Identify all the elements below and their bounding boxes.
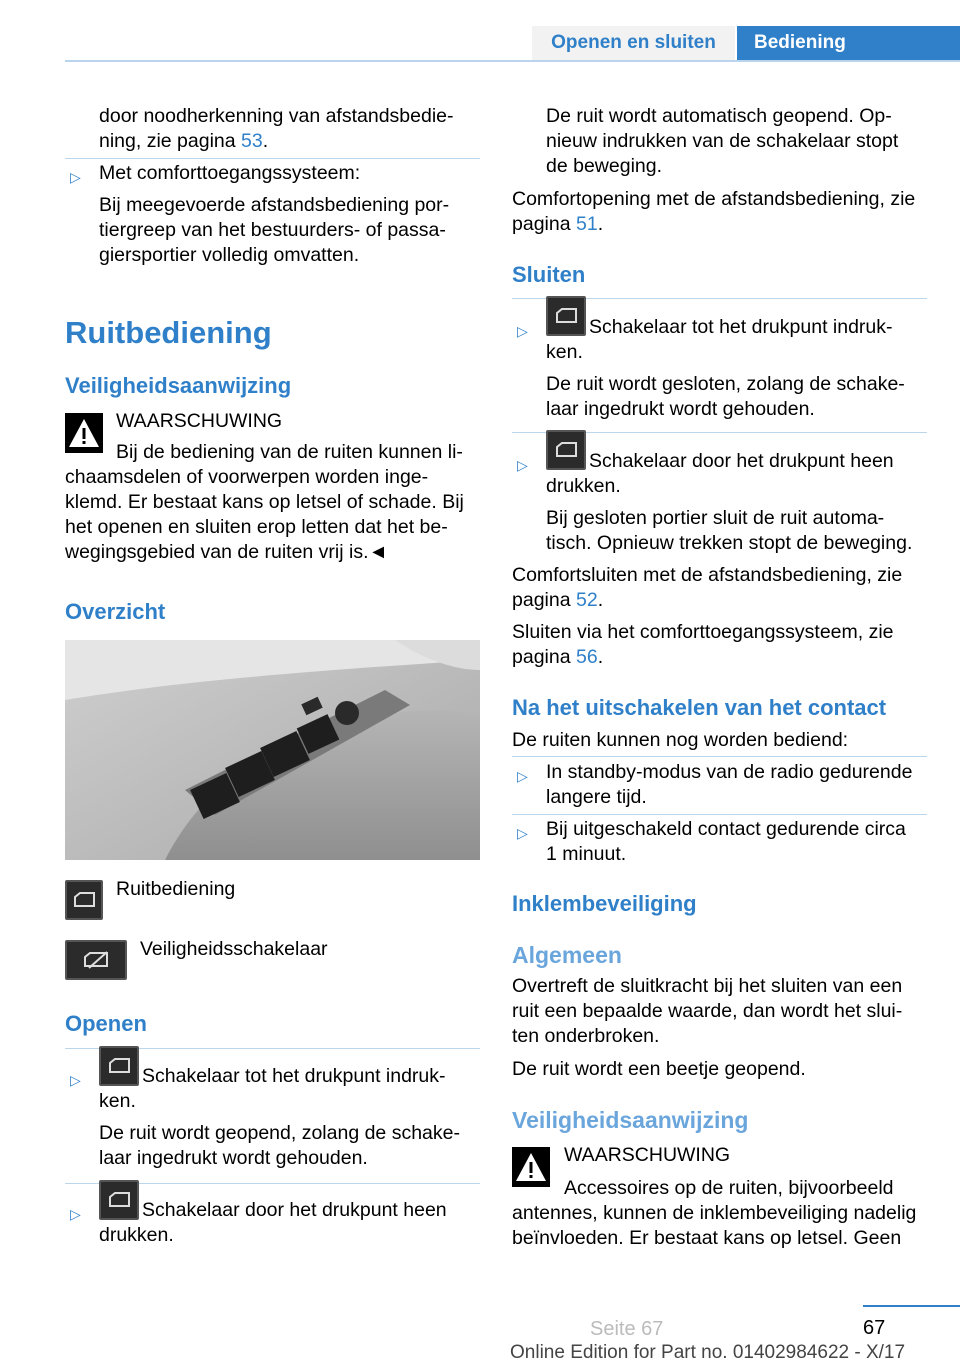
text-line: klemd. Er bestaat kans op letsel of schade. Bij [65,491,464,513]
window-switch-icon [99,1046,139,1086]
bullet-comforttoegang [99,161,449,268]
icon-label-veiligheidsschakelaar: Veiligheidsschakelaar [140,938,328,960]
text-line: De ruit wordt gesloten, zolang de schake- [546,373,905,395]
heading-overzicht: Overzicht [65,599,166,624]
left-cont-text: door noodherkenning van afstandsbedie- ning, zie pagina 53. [99,105,454,152]
text-line: Accessoires op de ruiten, bijvoorbeeld [564,1177,894,1199]
text-line: Bij de bediening van de ruiten kunnen li- [116,441,463,463]
text-line: ken. [99,1090,136,1112]
text-line: antennes, kunnen de inklembeveiliging nadelig [512,1202,917,1224]
text-line: De ruit wordt geopend, zolang de schake- [99,1122,460,1144]
text-line: ruit een bepaalde waarde, dan wordt het slui- [512,1000,903,1022]
divider [512,814,927,815]
text-line: pagina [512,589,571,611]
warning-title: WAARSCHUWING [116,410,283,432]
text-line: nieuw indrukken van de schakelaar stopt [546,130,899,152]
text-line: Schakelaar tot het drukpunt indruk- [142,1065,446,1087]
list-item [546,817,906,867]
algemeen-text [512,974,902,1049]
bullet-triangle-icon: ▷ [70,169,81,185]
heading-na-uitschakelen: Na het uitschakelen van het contact [512,695,887,720]
heading-algemeen: Algemeen [512,942,622,968]
watermark-seite: Seite 67 [590,1318,664,1340]
text-line: Sluiten via het comforttoegangssysteem, zie [512,621,894,643]
text-line: Schakelaar door het drukpunt heen [589,450,894,472]
heading-sluiten: Sluiten [512,262,586,287]
warning-title: WAARSCHUWING [564,1144,731,1166]
text-line: Bij uitgeschakeld contact gedurende circa [546,818,906,840]
bullet-triangle-icon: ▷ [517,825,528,841]
text-line: langere tijd. [546,786,647,808]
text-line: De ruit wordt een beetje geopend. [512,1058,806,1080]
comfort-access-text: Sluiten via het comforttoegangssysteem, zie pagina 56. [512,621,894,668]
window-switch-icon [546,296,586,336]
header-chapter-tab: Bediening [737,26,960,60]
safety-switch-icon [65,940,127,980]
text-block [546,506,912,556]
text-line: tisch. Opnieuw trekken stopt de beweging. [546,532,913,554]
text-line: Overtreft de sluitkracht bij het sluiten van een [512,975,903,997]
text-line: wegingsgebied van de ruiten vrij is.◄ [65,541,388,563]
page-number: 67 [863,1317,886,1339]
bullet-triangle-icon: ▷ [517,457,528,473]
text-line: De ruiten kunnen nog worden bediend: [512,729,849,751]
text-line: laar ingedrukt wordt gehouden. [99,1147,368,1169]
text-line: pagina [512,213,571,235]
icon-label-ruitbediening: Ruitbediening [116,878,236,900]
text-line: Bij gesloten portier sluit de ruit automa- [546,507,885,529]
text-block [99,1121,460,1171]
text-line: drukken. [99,1224,174,1246]
text-line: pagina [512,646,571,668]
divider [512,756,927,757]
heading-veiligheidsaanwijzing: Veiligheidsaanwijzing [65,373,292,398]
text-line: De ruit wordt automatisch geopend. Op- [546,105,892,127]
text-line: Schakelaar tot het drukpunt indruk- [589,316,893,338]
right-cont-text [546,104,898,179]
text-line: laar ingedrukt wordt gehouden. [546,398,815,420]
text-line: ken. [546,341,583,363]
bullet-triangle-icon: ▷ [70,1206,81,1222]
text-line: ten onderbroken. [512,1025,660,1047]
footer-divider [863,1305,960,1307]
text-block [546,372,905,422]
text-line: giersportier volledig omvatten. [99,244,360,266]
divider [65,158,480,159]
text-line: de beweging. [546,155,663,177]
text-line: Comfortopening met de afstandsbediening, zie [512,188,916,210]
bullet-title: Met comforttoegangssysteem: [99,162,361,184]
comfort-closing-text: Comfortsluiten met de afstandsbediening, zie pagina 52. [512,564,903,611]
door-panel-photo [65,640,480,860]
list-item [546,760,912,810]
text-line: Comfortsluiten met de afstandsbediening, zie [512,564,903,586]
heading-veiligheidsaanwijzing-2: Veiligheidsaanwijzing [512,1107,749,1133]
heading-inklembeveiliging: Inklembeveiliging [512,891,697,916]
text-line: In standby-modus van de radio gedurende [546,761,913,783]
bullet-triangle-icon: ▷ [517,768,528,784]
text-line: ning, zie pagina [99,130,236,152]
text-line: het openen en sluiten erop letten dat het be- [65,516,448,538]
page-link-51[interactable]: 51 [575,213,598,235]
text-line: door noodherkenning van afstandsbedie- [99,105,454,127]
text-line: Bij meegevoerde afstandsbediening por- [99,194,450,216]
text-line: chaamsdelen of voorwerpen worden inge- [65,466,429,488]
warning-icon [65,413,103,453]
text-line: drukken. [546,475,621,497]
warning-text [65,465,464,565]
bullet-triangle-icon: ▷ [517,323,528,339]
window-switch-icon [99,1180,139,1220]
text-line: beïnvloeden. Er bestaat kans op letsel. Geen [512,1227,902,1249]
window-switch-icon [65,880,103,920]
header-section-tab: Openen en sluiten [532,26,735,60]
header-divider [65,60,960,62]
comfort-opening-text: Comfortopening met de afstandsbediening, zie pagina 51. [512,188,916,235]
text-line: Schakelaar door het drukpunt heen [142,1199,447,1221]
page-link-52[interactable]: 52 [575,589,598,611]
heading-ruitbediening: Ruitbediening [65,315,272,350]
window-switch-icon [546,430,586,470]
page-link-56[interactable]: 56 [575,646,598,668]
warning-text [512,1201,916,1251]
text-line: tiergreep van het bestuurders- of passa- [99,219,446,241]
page-link-53[interactable]: 53 [241,130,263,152]
heading-openen: Openen [65,1011,147,1036]
warning-icon [512,1147,550,1187]
bullet-triangle-icon: ▷ [70,1072,81,1088]
footer-edition: Online Edition for Part no. 01402984622 - X/17 [510,1342,906,1363]
text-line: 1 minuut. [546,843,627,865]
